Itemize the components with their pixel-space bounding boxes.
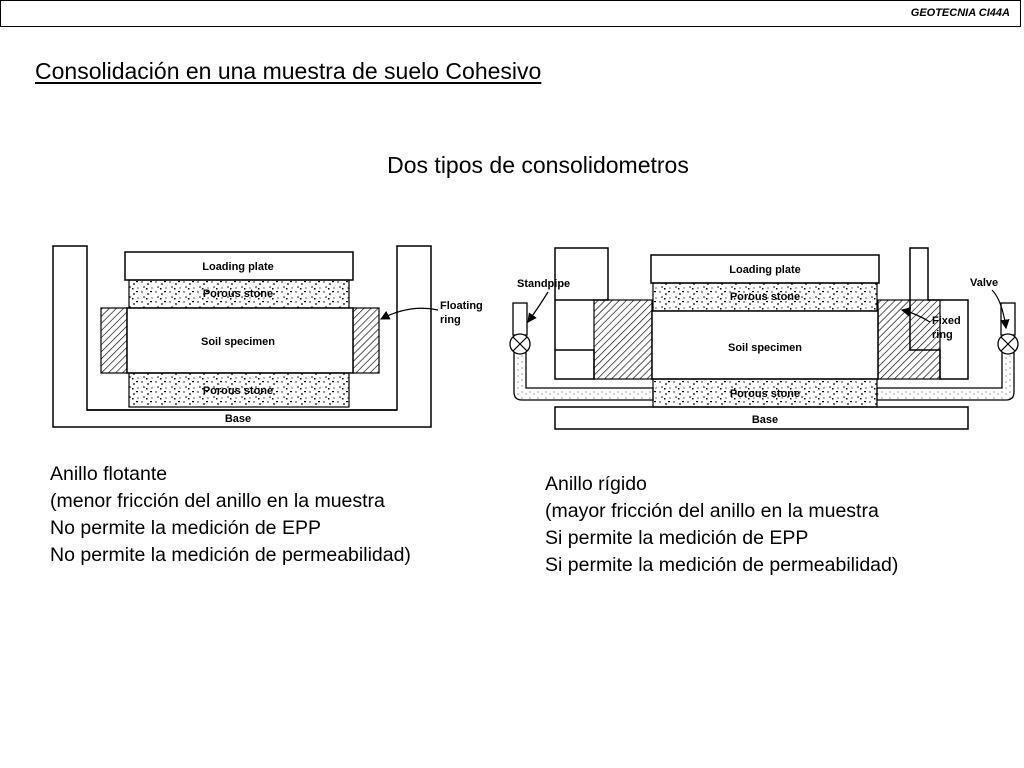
left-floating-ring-left xyxy=(101,308,127,373)
floating-ring-caption xyxy=(50,461,411,569)
valve-label: Valve xyxy=(970,277,999,289)
caption-line: Si permite la medición de EPP xyxy=(545,527,809,549)
left-porous-stone-top-label: Porous stone xyxy=(202,288,274,300)
right-loading-plate-label: Loading plate xyxy=(729,264,801,276)
fixed-ring-label-line1: Fixed xyxy=(932,315,961,327)
left-base-label: Base xyxy=(224,413,252,425)
fixed-ring-consolidometer xyxy=(510,248,1018,429)
right-porous-stone-top-label: Porous stone xyxy=(729,291,801,303)
right-base-label: Base xyxy=(751,414,779,426)
fixed-ring-label-line2: ring xyxy=(932,329,953,341)
standpipe-label: Standpipe xyxy=(517,278,571,290)
right-standpipe xyxy=(1001,303,1015,335)
left-soil-specimen-label: Soil specimen xyxy=(201,336,275,348)
floating-ring-label-line2: ring xyxy=(440,314,461,326)
caption-line: Si permite la medición de permeabilidad) xyxy=(545,554,899,576)
left-standpipe xyxy=(513,303,527,335)
fixed-ring-caption xyxy=(545,471,898,579)
course-label: GEOTECNIA CI44A xyxy=(910,7,1010,19)
left-floating-ring-right xyxy=(353,308,379,373)
floating-ring-consolidometer xyxy=(53,246,483,427)
caption-line: Anillo flotante xyxy=(50,463,168,485)
caption-line: Anillo rígido xyxy=(545,473,647,495)
left-loading-plate-label: Loading plate xyxy=(202,261,274,273)
caption-line: (mayor fricción del anillo en la muestra xyxy=(545,500,879,522)
right-fixed-ring-left xyxy=(594,300,652,379)
standpipe-arrow xyxy=(528,292,548,322)
page-subtitle: Dos tipos de consolidometros xyxy=(387,152,689,178)
caption-line: No permite la medición de EPP xyxy=(50,517,321,539)
left-valve-icon xyxy=(510,334,530,354)
caption-line: (menor fricción del anillo en la muestra xyxy=(50,490,385,512)
left-porous-stone-bottom-label: Porous stone xyxy=(202,385,274,397)
caption-line: No permite la medición de permeabilidad) xyxy=(50,544,411,566)
right-porous-stone-bottom-label: Porous stone xyxy=(729,388,801,400)
floating-ring-label-line1: Floating xyxy=(440,300,483,312)
right-soil-specimen-label: Soil specimen xyxy=(728,342,802,354)
page-title: Consolidación en una muestra de suelo Cohesivo xyxy=(35,58,542,84)
right-valve-icon xyxy=(998,334,1018,354)
